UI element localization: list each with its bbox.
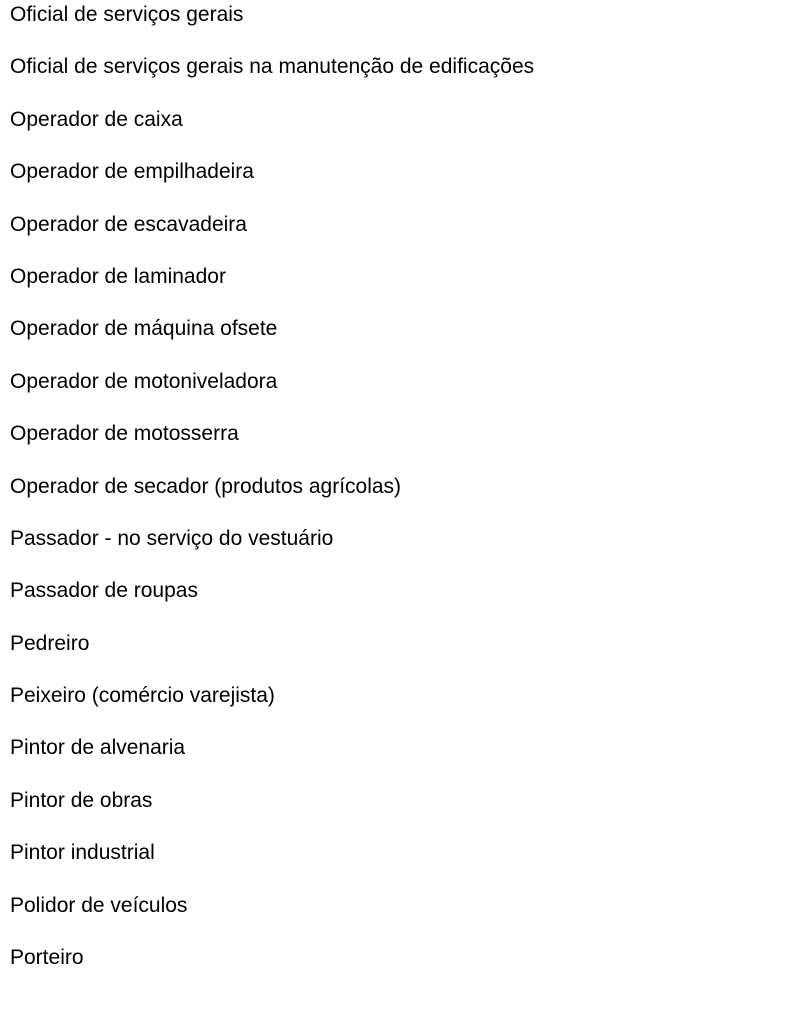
list-item: Pintor industrial [10, 841, 155, 865]
list-item: Operador de caixa [10, 107, 183, 131]
list-item: Operador de motosserra [10, 422, 239, 446]
occupation-list [10, 0, 534, 995]
list-item: Pintor de alvenaria [10, 736, 186, 760]
list-item: Passador - no serviço do vestuário [10, 526, 334, 550]
list-item: Passador de roupas [10, 579, 198, 603]
list-item: Operador de motoniveladora [10, 369, 278, 393]
list-item: Polidor de veículos [10, 893, 188, 917]
list-item: Pedreiro [10, 631, 90, 655]
list-item: Operador de empilhadeira [10, 160, 254, 184]
list-item: Operador de secador (produtos agrícolas) [10, 474, 402, 498]
list-item: Operador de laminador [10, 264, 226, 288]
list-item: Operador de máquina ofsete [10, 317, 278, 341]
list-item: Peixeiro (comércio varejista) [10, 684, 275, 708]
list-item: Pintor de obras [10, 788, 153, 812]
list-item: Operador de escavadeira [10, 212, 247, 236]
list-item: Porteiro [10, 946, 84, 970]
list-item: Oficial de serviços gerais [10, 3, 244, 26]
list-item: Oficial de serviços gerais na manutenção de edificações [10, 55, 535, 79]
